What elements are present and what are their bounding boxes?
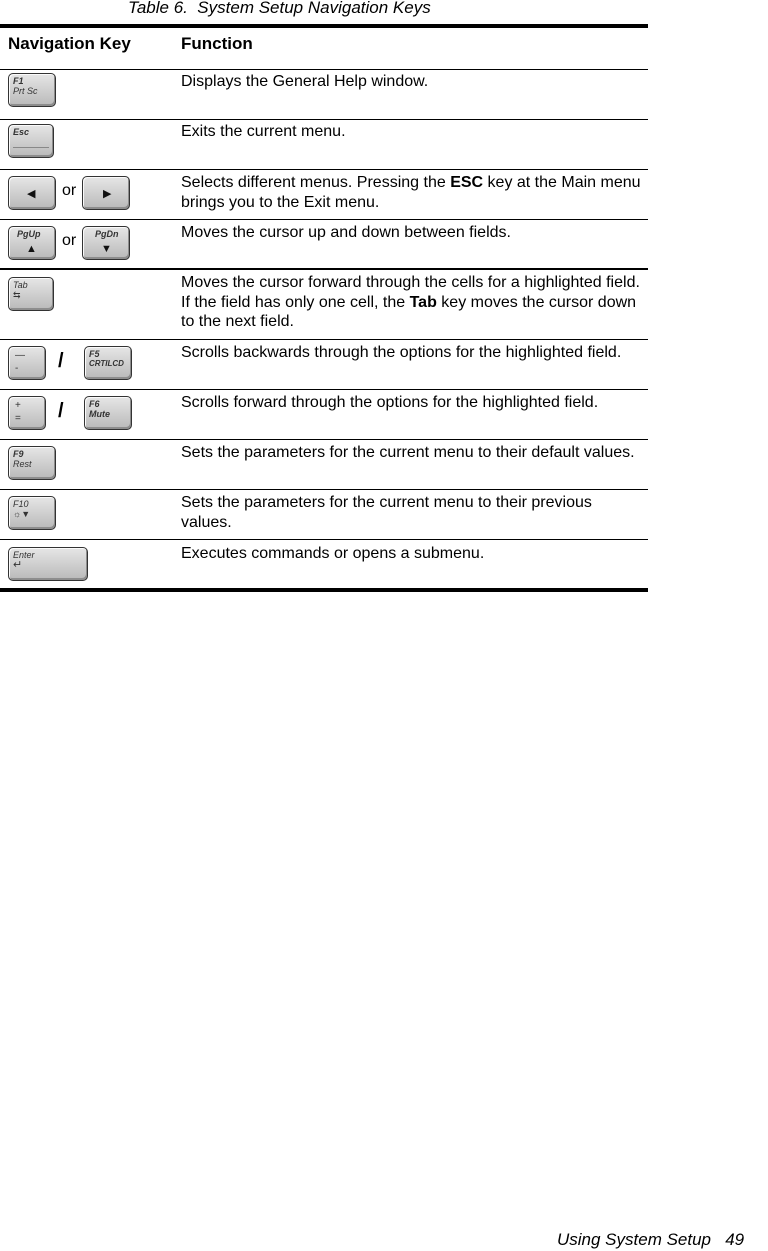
row-divider [0, 439, 648, 440]
header-divider [0, 69, 648, 70]
page-number: 49 [725, 1230, 745, 1249]
f5-key-icon: F5 CRTILCD [84, 346, 132, 380]
tab-key-icon: Tab ⇆ [8, 277, 54, 311]
pgup-key-icon: PgUp ▲ [8, 226, 56, 260]
row-f10-description: Sets the parameters for the current menu to their previous values. [181, 494, 592, 531]
header-navigation-key: Navigation Key [8, 34, 131, 53]
row-divider [0, 339, 648, 340]
row-divider [0, 268, 648, 270]
right-arrow-key-icon: ▶ [82, 176, 130, 210]
row-page-keys [6, 226, 136, 262]
row-enter-description: Executes commands or opens a submenu. [181, 545, 485, 562]
or-connector: or [62, 232, 77, 249]
or-connector: or [62, 182, 77, 199]
table-bottom-rule [0, 588, 648, 592]
esc-key-name: ESC [450, 174, 484, 191]
left-arrow-key-icon: ◀ [8, 176, 56, 210]
table-caption: Table 6. System Setup Navigation Keys [128, 0, 431, 17]
tab-key-name: Tab [409, 293, 437, 311]
row-minus-f5-description: Scrolls backwards through the options for the highlighted field. [181, 344, 622, 361]
row-page-description: Moves the cursor up and down between fields. [181, 224, 511, 241]
row-divider [0, 539, 648, 540]
f9-key-icon: F9 Rest [8, 446, 56, 480]
f10-key-icon: F10 ☼▼ [8, 496, 56, 530]
header-function: Function [181, 34, 253, 53]
row-divider [0, 219, 648, 220]
row-arrows-description: Selects different menus. Pressing the ESC key at the Main menu brings you to the Exit menu. [181, 174, 641, 211]
table-top-rule [0, 24, 648, 28]
row-divider [0, 169, 648, 170]
footer-section: Using System Setup [557, 1230, 712, 1249]
row-esc-description: Exits the current menu. [181, 123, 346, 140]
row-plus-f6-keys [6, 396, 136, 432]
minus-key-icon: — - [8, 346, 46, 380]
pgdn-key-icon: PgDn ▼ [82, 226, 130, 260]
row-minus-f5-keys [6, 346, 136, 382]
page-footer [557, 1230, 744, 1250]
row-tab-description: Moves the cursor forward through the cells for a highlighted field. If the field has only one cell, the Tab key moves the cursor down to the next field. [181, 274, 640, 330]
enter-key-icon: Enter ↵ [8, 547, 88, 581]
f1-key-icon: F1 Prt Sc [8, 73, 56, 107]
row-f1-description: Displays the General Help window. [181, 73, 429, 90]
row-divider [0, 119, 648, 120]
row-divider [0, 489, 648, 490]
row-f9-description: Sets the parameters for the current menu to their default values. [181, 444, 635, 461]
f6-key-icon: F6 Mute [84, 396, 132, 430]
plus-key-icon: + = [8, 396, 46, 430]
esc-key-icon: Esc [8, 124, 54, 158]
slash-connector: / [58, 400, 64, 422]
row-plus-f6-description: Scrolls forward through the options for the highlighted field. [181, 394, 599, 411]
row-divider [0, 389, 648, 390]
slash-connector: / [58, 350, 64, 372]
row-arrow-keys [6, 176, 136, 212]
